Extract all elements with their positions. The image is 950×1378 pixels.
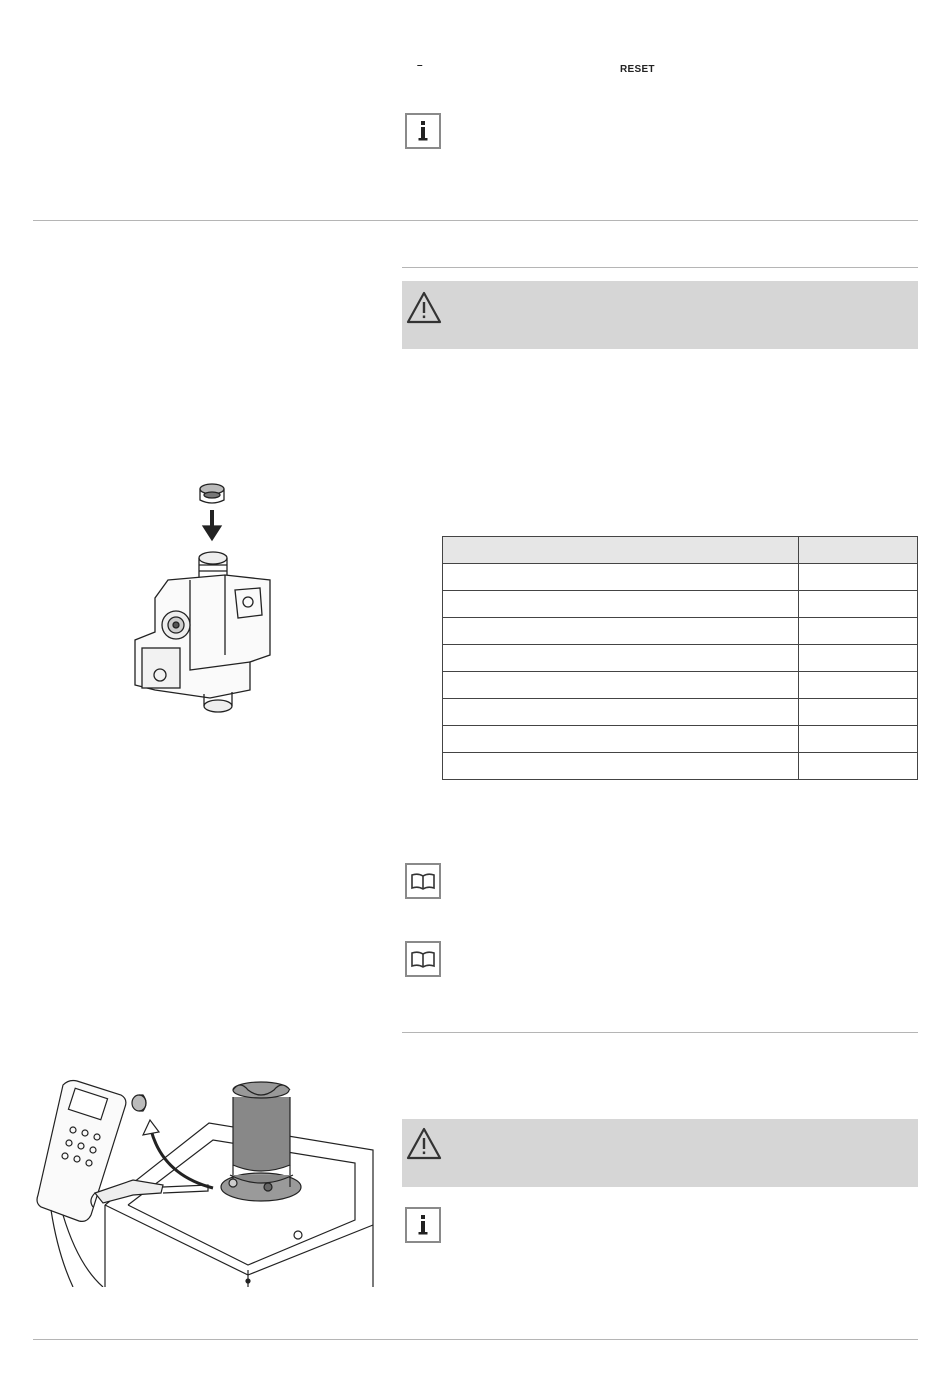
subsection-divider xyxy=(402,267,918,268)
table-row xyxy=(443,591,918,618)
table-cell xyxy=(443,726,799,753)
table-header-cell xyxy=(443,537,799,564)
table-header-cell xyxy=(799,537,918,564)
table-cell xyxy=(443,753,799,780)
warning-panel xyxy=(402,1119,918,1187)
table-header-row xyxy=(443,537,918,564)
flue-gas-analyser-illustration xyxy=(33,1075,378,1287)
table-row xyxy=(443,645,918,672)
info-icon xyxy=(405,1207,441,1243)
table-cell xyxy=(799,699,918,726)
footer-divider xyxy=(33,1339,918,1340)
subsection-divider xyxy=(402,1032,918,1033)
section-divider xyxy=(33,220,918,221)
table-cell xyxy=(799,645,918,672)
dash-marker: – xyxy=(417,60,423,71)
table-row xyxy=(443,699,918,726)
info-icon xyxy=(405,113,441,149)
table-cell xyxy=(443,645,799,672)
table-cell xyxy=(799,564,918,591)
table-cell xyxy=(799,672,918,699)
open-book-icon xyxy=(405,941,441,977)
warning-triangle-icon xyxy=(405,289,443,327)
table-row xyxy=(443,564,918,591)
gas-valve-illustration xyxy=(130,480,275,720)
open-book-icon xyxy=(405,863,441,899)
table-cell xyxy=(799,726,918,753)
table-cell xyxy=(799,753,918,780)
table-cell xyxy=(799,591,918,618)
table-cell xyxy=(443,618,799,645)
table-cell xyxy=(443,591,799,618)
table-row xyxy=(443,618,918,645)
table-row xyxy=(443,726,918,753)
warning-triangle-icon xyxy=(405,1125,443,1163)
table-cell xyxy=(443,672,799,699)
table-row xyxy=(443,672,918,699)
table-cell xyxy=(799,618,918,645)
table-cell xyxy=(443,699,799,726)
warning-panel xyxy=(402,281,918,349)
table-cell xyxy=(443,564,799,591)
specification-table xyxy=(442,536,918,780)
table-row xyxy=(443,753,918,780)
reset-button-label: RESET xyxy=(620,64,655,75)
